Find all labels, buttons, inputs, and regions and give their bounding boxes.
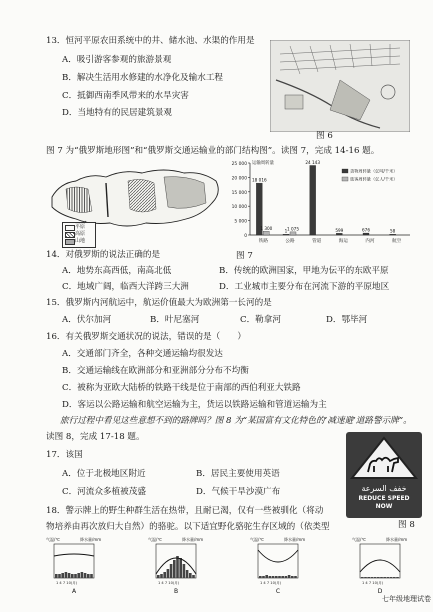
map-legend xyxy=(62,222,96,248)
sign-english-line1: REDUCE SPEED xyxy=(358,495,410,502)
legend-swatch-freight xyxy=(342,169,348,173)
q17-option-c: C．河流众多植被茂盛 xyxy=(62,487,146,497)
figure-7-caption: 图 7 xyxy=(236,251,253,261)
bar xyxy=(390,234,396,235)
x-tick-label: 铁路 xyxy=(258,239,268,244)
legend-passenger: 旅客周转量（亿人/千米） xyxy=(350,176,398,182)
bar xyxy=(336,233,342,235)
intro-17-18-line2: 读图 8，完成 17-18 题。 xyxy=(46,432,145,442)
svg-text:气温/℃: 气温/℃ xyxy=(250,537,264,542)
legend-plateau: 高原 xyxy=(75,231,86,237)
legend-plain: 平原 xyxy=(75,224,86,230)
sign-arabic-text: خفف السرعة xyxy=(361,484,407,493)
footer-label: 七年级地理试卷 xyxy=(382,595,431,603)
road-sign-figure xyxy=(346,432,422,518)
climate-chart-b xyxy=(148,536,210,596)
data-label: 18 016 xyxy=(252,177,267,183)
svg-text:降水量/mm: 降水量/mm xyxy=(386,537,408,542)
q14-option-a: A．地势东高西低，南高北低 xyxy=(62,266,172,276)
x-tick-label: 管道 xyxy=(312,239,322,244)
svg-text:C: C xyxy=(275,588,281,595)
bar xyxy=(363,233,369,235)
svg-text:降水量/mm: 降水量/mm xyxy=(80,537,102,542)
q13-option-b: B．解决生活用水修建的水净化及输水工程 xyxy=(62,73,224,83)
q15-option-b: B．叶尼塞河 xyxy=(150,315,200,325)
q13-option-a: A．吸引游客参观的旅游景观 xyxy=(62,55,172,65)
climate-chart-a xyxy=(46,536,108,596)
q14-stem: 14．对俄罗斯的说法正确的是 xyxy=(46,250,161,260)
y-tick-label: 5 000 xyxy=(234,219,247,225)
figure-6-caption: 图 6 xyxy=(316,131,333,141)
svg-text:1 4 7 10(月): 1 4 7 10(月) xyxy=(158,581,180,585)
svg-text:气温/℃: 气温/℃ xyxy=(148,537,162,542)
q16-stem: 16．有关俄罗斯交通状况的说法，错误的是（ ） xyxy=(46,332,246,342)
q18-stem-line2: 物培养由再次放归大自然）的骆驼。以下适宜野化骆驼生存区域的（依类型 xyxy=(46,522,330,532)
svg-text:D: D xyxy=(377,588,383,595)
svg-text:气温/℃: 气温/℃ xyxy=(352,537,366,542)
transport-bar-chart xyxy=(224,155,420,251)
x-tick-label: 公路 xyxy=(285,239,295,244)
q13-option-d: D．当地特有的民居建筑景观 xyxy=(62,108,173,118)
q14-option-d: D．工业城市主要分布在河流下游的平原地区 xyxy=(219,282,390,292)
data-label: 58 xyxy=(389,228,396,234)
svg-text:1 4 7 10(月): 1 4 7 10(月) xyxy=(362,581,384,585)
x-tick-label: 海运 xyxy=(338,239,348,244)
q15-option-c: C．勒拿河 xyxy=(240,315,281,325)
legend-freight: 货物周转量（亿吨/千米） xyxy=(350,168,398,174)
q13-option-c: C．抵御西南季风带来的水旱灾害 xyxy=(62,91,189,101)
data-label: 24 143 xyxy=(305,159,320,165)
bar xyxy=(283,234,289,235)
x-tick-label: 内河 xyxy=(365,239,375,244)
q13-stem: 13．恒河平原农田系统中的井、储水池、水渠的作用是 xyxy=(46,36,255,46)
q16-option-b: B．交通运输线在欧洲部分和亚洲部分分布不均衡 xyxy=(62,366,249,376)
data-label: 1 300 xyxy=(260,225,273,231)
figure-8-caption: 图 8 xyxy=(398,520,415,530)
svg-text:降水量/mm: 降水量/mm xyxy=(284,537,306,542)
figure-6-illustration xyxy=(270,40,410,132)
y-tick-label: 15 000 xyxy=(231,190,247,196)
bar xyxy=(263,231,269,235)
climate-chart-c xyxy=(250,536,312,596)
y-tick-label: 25 000 xyxy=(231,162,247,167)
y-tick-label: 20 000 xyxy=(231,176,247,182)
intro-17-18-line1: 旅行过程中看见这些意想不到的路牌吗？图 8 为“某国富有文化特色的‘减速避’道路警示牌”。 xyxy=(60,416,412,426)
q16-option-c: C．被称为亚欧大陆桥的铁路干线是位于南部的西伯利亚大铁路 xyxy=(62,383,301,393)
climate-chart-d xyxy=(352,536,414,596)
bar xyxy=(310,165,316,235)
legend-title: 运输周转量 xyxy=(252,161,274,166)
q18-stem-line1: 18．警示牌上的野生种群生活在热带，且耐已渴，仅有一些被驯化（将动 xyxy=(46,506,324,516)
q15-option-a: A．伏尔加河 xyxy=(62,315,112,325)
x-tick-label: 航空 xyxy=(392,239,402,244)
q17-option-b: B．居民主要使用英语 xyxy=(196,469,280,479)
svg-text:1 4 7 10(月): 1 4 7 10(月) xyxy=(56,581,78,585)
q15-option-d: D．鄂毕河 xyxy=(326,315,368,325)
data-label: 599 xyxy=(335,227,344,233)
q17-option-a: A．位于北极地区附近 xyxy=(62,469,146,479)
legend-swatch-passenger xyxy=(342,177,348,181)
q17-stem: 17．该国 xyxy=(46,450,83,460)
q17-option-d: D．气候干旱沙漠广布 xyxy=(196,487,281,497)
q14-option-c: C．地域广阔，临西大洋跨三大洲 xyxy=(62,282,189,292)
data-label: 676 xyxy=(362,227,370,233)
y-tick-label: 10 000 xyxy=(231,205,247,211)
svg-text:A: A xyxy=(71,588,77,595)
legend-mountain: 山地 xyxy=(75,238,86,244)
data-label: 1 xyxy=(284,228,288,234)
bar xyxy=(290,232,296,235)
q15-stem: 15．俄罗斯内河航运中，航运价值最大为欧洲第一长河的是 xyxy=(46,298,272,308)
data-label: 1 075 xyxy=(287,226,299,232)
svg-text:气温/℃: 气温/℃ xyxy=(46,537,60,542)
q16-option-d: D．客运以公路运输和航空运输为主，货运以铁路运输和管道运输为主 xyxy=(62,400,327,410)
q14-option-b: B．传统的欧洲国家，甲地为伝平的东欧平原 xyxy=(219,266,389,276)
svg-text:1 4 7 10(月): 1 4 7 10(月) xyxy=(260,581,282,585)
camel-warning-sign-icon xyxy=(346,434,422,484)
q16-option-a: A．交通部门齐全，各种交通运输均很发达 xyxy=(62,349,223,359)
sign-english-line2: NOW xyxy=(375,503,393,510)
y-tick-label: 0 xyxy=(244,234,247,239)
svg-text:B: B xyxy=(173,588,179,595)
svg-text:降水量/mm: 降水量/mm xyxy=(182,537,204,542)
intro-14-16: 图 7 为“俄罗斯地形图”和“俄罗斯交通运输业的部门结构图”。读图 7，完成 14-16 题。 xyxy=(46,146,380,156)
